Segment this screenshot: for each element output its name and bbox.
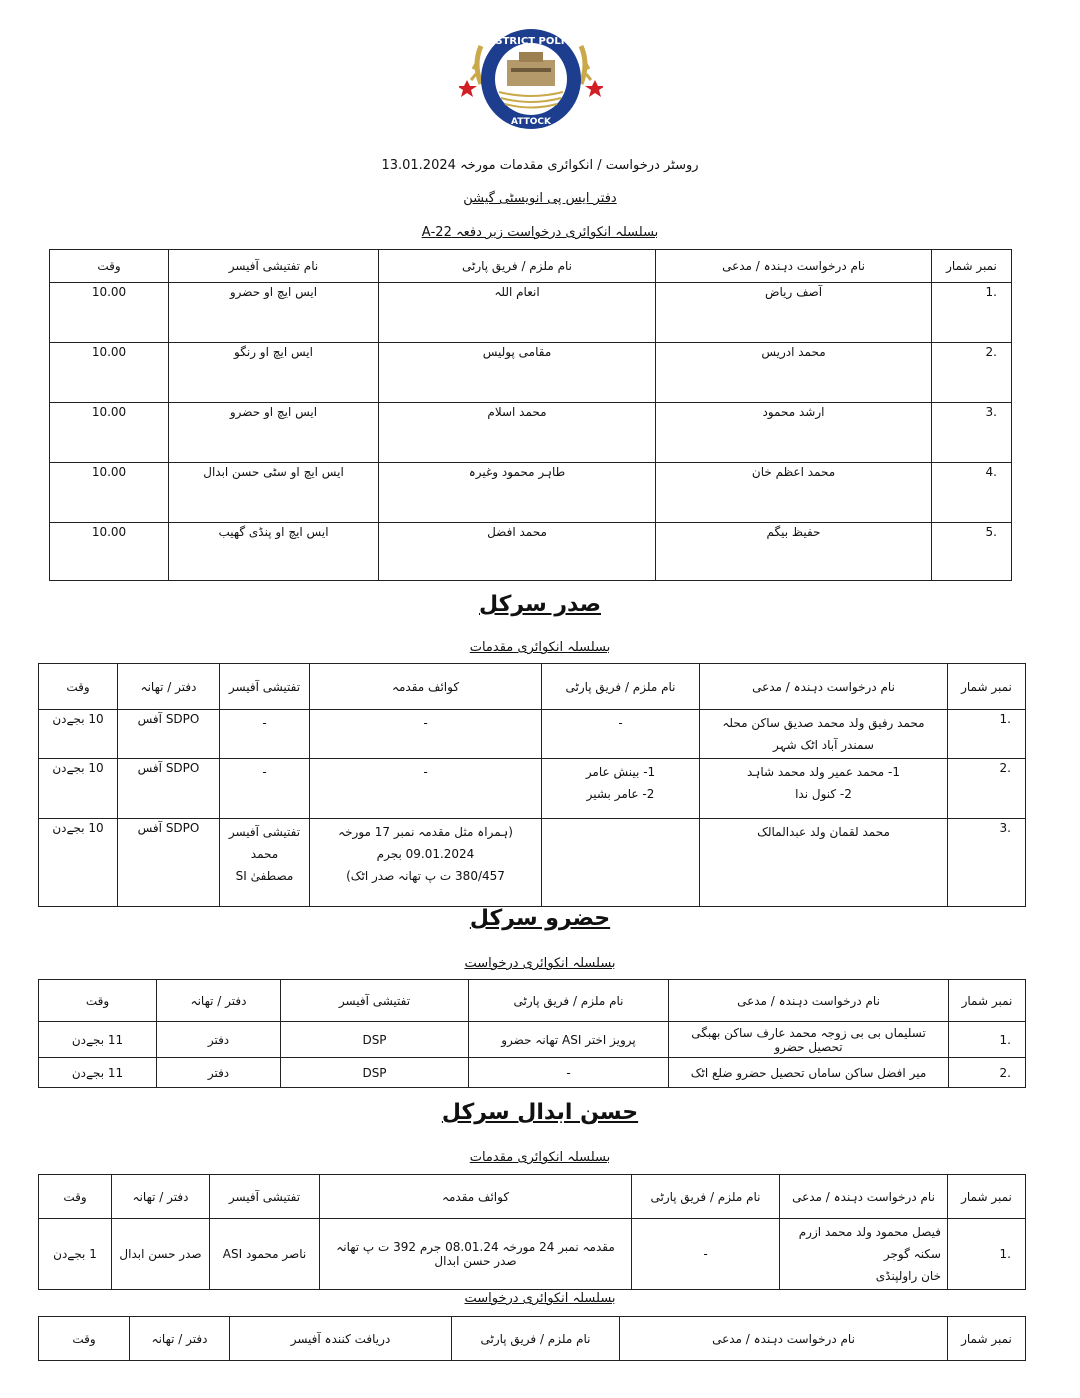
time-cell: 10.00 [50, 343, 169, 403]
officer-cell: DSP [281, 1022, 469, 1058]
applicant-cell [700, 710, 948, 759]
time-cell: 10.00 [50, 463, 169, 523]
table-header-row [39, 980, 1026, 1022]
header-time: وقت [39, 1175, 112, 1219]
serial-cell: 1. [932, 283, 1012, 343]
applicant-line: محمد لقمان ولد عبدالمالک [757, 825, 890, 839]
table-row [50, 403, 1012, 463]
table-hazro-circle [38, 979, 1026, 1088]
header-officer: تفتیشی آفیسر [281, 980, 469, 1022]
header-accused: نام ملزم / فریق پارٹی [452, 1317, 620, 1361]
case-line: 380/457 ت پ تھانہ صدر اٹک) [346, 869, 505, 883]
header-officer: نام تفتیشی آفیسر [169, 250, 379, 283]
table-row [39, 1058, 1026, 1088]
office-cell: دفتر [157, 1058, 281, 1088]
applicant-cell: محمد اعظم خان [656, 463, 932, 523]
hazro-circle-heading: حضرو سرکل [469, 906, 611, 931]
officer-cell: ایس ایچ او رنگو [169, 343, 379, 403]
header-applicant: نام درخواست دہندہ / مدعی [669, 980, 949, 1022]
time-cell: 11 بجےدن [39, 1058, 157, 1088]
office-cell: SDPO آفس [118, 759, 220, 819]
office-name: دفتر ایس پی انویسٹی گیشن [463, 191, 617, 206]
table-row [39, 1219, 1026, 1290]
header-serial: نمبر شمار [948, 664, 1026, 710]
case-details-cell: مقدمہ نمبر 24 مورخہ 08.01.24 جرم 392 ت پ تھانہ صدر حسن ابدال [320, 1219, 632, 1290]
accused-line: 2- عامر بشیر [586, 787, 655, 801]
officer-line: تفتیشی آفیسر محمد [228, 825, 301, 861]
table-header-row [50, 250, 1012, 283]
applicant-cell: حفیظ بیگم [656, 523, 932, 581]
header-office: دفتر / تھانہ [157, 980, 281, 1022]
officer-cell: DSP [281, 1058, 469, 1088]
hassan-abdal-circle-heading: حسن ابدال سرکل [441, 1100, 639, 1125]
hazro-circle-subheading: بسلسلہ انکوائری درخواست [464, 956, 616, 971]
accused-cell: - [469, 1058, 669, 1088]
header-office: دفتر / تھانہ [130, 1317, 230, 1361]
time-cell: 10 بجےدن [39, 710, 118, 759]
table-row [39, 1022, 1026, 1058]
time-cell: 10.00 [50, 403, 169, 463]
serial-cell: 4. [932, 463, 1012, 523]
officer-cell: ایس ایچ او پنڈی گھیب [169, 523, 379, 581]
serial-cell: 3. [932, 403, 1012, 463]
accused-cell: محمد افضل [379, 523, 656, 581]
officer-cell: ایس ایچ او حضرو [169, 403, 379, 463]
header-officer: تفتیشی آفیسر [210, 1175, 320, 1219]
applicant-cell [700, 759, 948, 819]
officer-cell [220, 759, 310, 819]
time-cell: 10.00 [50, 283, 169, 343]
accused-cell: محمد اسلام [379, 403, 656, 463]
accused-cell: - [632, 1219, 780, 1290]
applicant-line: فیصل محمود ولد محمد ازرم سکنہ گوجر [798, 1225, 941, 1261]
header-applicant: نام درخواست دہندہ / مدعی [700, 664, 948, 710]
header-serial: نمبر شمار [948, 1175, 1026, 1219]
header-time: وقت [50, 250, 169, 283]
accused-cell [542, 759, 700, 819]
accused-line: 1- بینش عامر [585, 765, 656, 779]
accused-cell [542, 819, 700, 907]
officer-cell: ایس ایچ او حضرو [169, 283, 379, 343]
accused-cell: پرویز اختر ASI تھانہ حضرو [469, 1022, 669, 1058]
header-applicant: نام درخواست دہندہ / مدعی [656, 250, 932, 283]
case-line: - [423, 765, 428, 779]
officer-line: مصطفیٰ SI [235, 869, 294, 883]
header-serial: نمبر شمار [949, 980, 1026, 1022]
header-applicant: نام درخواست دہندہ / مدعی [620, 1317, 948, 1361]
officer-cell: ایس ایچ او سٹی حسن ابدال [169, 463, 379, 523]
sadar-circle-subheading: بسلسلہ انکوائری مقدمات [469, 640, 611, 655]
office-cell: صدر حسن ابدال [112, 1219, 210, 1290]
office-cell: SDPO آفس [118, 819, 220, 907]
header-officer: تفتیشی آفیسر [220, 664, 310, 710]
case-details-cell [310, 759, 542, 819]
officer-cell: ناصر محمود ASI [210, 1219, 320, 1290]
applicant-cell: محمد ادریس [656, 343, 932, 403]
header-case-details: کوائف مقدمہ [310, 664, 542, 710]
header-serial: نمبر شمار [932, 250, 1012, 283]
case-details-cell [310, 819, 542, 907]
applicant-cell [700, 819, 948, 907]
serial-cell: 2. [948, 759, 1026, 819]
header-serial: نمبر شمار [948, 1317, 1026, 1361]
accused-cell: مقامی پولیس [379, 343, 656, 403]
section1-subtitle: بسلسلہ انکوائری درخواست زیر دفعہ 22-A [421, 225, 659, 240]
table-row [50, 463, 1012, 523]
office-cell: دفتر [157, 1022, 281, 1058]
table-hassan-abdal-circle [38, 1174, 1026, 1290]
header-office: دفتر / تھانہ [118, 664, 220, 710]
hassan-abdal-circle-subheading: بسلسلہ انکوائری مقدمات [469, 1150, 611, 1165]
applicant-line: 2- کنول ندا [795, 787, 852, 801]
table-header-row [39, 1175, 1026, 1219]
header-accused: نام ملزم / فریق پارٹی [379, 250, 656, 283]
header-time: وقت [39, 664, 118, 710]
serial-cell: 5. [932, 523, 1012, 581]
header-time: وقت [39, 980, 157, 1022]
district-police-attock-logo [459, 24, 603, 134]
serial-cell: 1. [949, 1022, 1026, 1058]
table-header-row [39, 664, 1026, 710]
accused-cell: انعام اللہ [379, 283, 656, 343]
logo-text-bottom: ATTOCK [511, 117, 551, 127]
applicant-cell: ارشد محمود [656, 403, 932, 463]
header-applicant: نام درخواست دہندہ / مدعی [780, 1175, 948, 1219]
applicant-cell [780, 1219, 948, 1290]
table-row [50, 523, 1012, 581]
serial-cell: 2. [949, 1058, 1026, 1088]
case-details-cell [310, 710, 542, 759]
time-cell: 11 بجےدن [39, 1022, 157, 1058]
time-cell: 10.00 [50, 523, 169, 581]
applicant-line: محمد رفیق ولد محمد صدیق ساکن محلہ سمندر آباد اٹک شہر [722, 716, 925, 752]
officer-line: - [262, 716, 267, 730]
time-cell: 10 بجےدن [39, 759, 118, 819]
applicant-cell: آصف ریاض [656, 283, 932, 343]
accused-cell: طاہر محمود وغیرہ [379, 463, 656, 523]
time-cell: 10 بجےدن [39, 819, 118, 907]
header-case-details: کوائف مقدمہ [320, 1175, 632, 1219]
sadar-circle-heading: صدر سرکل [478, 592, 602, 617]
applicant-line: 1- محمد عمیر ولد محمد شاہد [747, 765, 900, 779]
table-hassan-abdal-applications [38, 1316, 1026, 1361]
serial-cell: 3. [948, 819, 1026, 907]
header-office: دفتر / تھانہ [112, 1175, 210, 1219]
document-title: روسٹر درخواست / انکوائری مقدمات مورخہ 13.01.2024 [381, 158, 699, 173]
table-row [50, 283, 1012, 343]
serial-cell: 1. [948, 1219, 1026, 1290]
accused-line: - [618, 716, 623, 730]
header-accused: نام ملزم / فریق پارٹی [542, 664, 700, 710]
case-line: - [423, 716, 428, 730]
applicant-line: خان راولپنڈی [875, 1269, 941, 1283]
table-22a-applications [49, 249, 1012, 581]
header-time: وقت [39, 1317, 130, 1361]
table-row [39, 759, 1026, 819]
table-row [39, 819, 1026, 907]
header-accused: نام ملزم / فریق پارٹی [632, 1175, 780, 1219]
serial-cell: 2. [932, 343, 1012, 403]
time-cell: 1 بجےدن [39, 1219, 112, 1290]
header-receiving-officer: دریافت کنندہ آفیسر [230, 1317, 452, 1361]
table-row [50, 343, 1012, 403]
officer-cell [220, 710, 310, 759]
applicant-cell: تسلیماں بی بی زوجہ محمد عارف ساکن بھبگی تحصیل حضرو [669, 1022, 949, 1058]
header-accused: نام ملزم / فریق پارٹی [469, 980, 669, 1022]
case-line: (ہمراہ مثل مقدمہ نمبر 17 مورخہ 09.01.2024 بجرم [338, 825, 513, 861]
office-cell: SDPO آفس [118, 710, 220, 759]
table-sadar-circle [38, 663, 1026, 907]
serial-cell: 1. [948, 710, 1026, 759]
hassan-abdal-applications-subheading: بسلسلہ انکوائری درخواست [464, 1291, 616, 1306]
logo-text-top: DISTRICT POLICE [483, 36, 579, 47]
officer-cell [220, 819, 310, 907]
applicant-cell: میر افضل ساکن ساماں تحصیل حضرو ضلع اٹک [669, 1058, 949, 1088]
table-row [39, 710, 1026, 759]
accused-cell [542, 710, 700, 759]
officer-line: - [262, 765, 267, 779]
table-header-row [39, 1317, 1026, 1361]
